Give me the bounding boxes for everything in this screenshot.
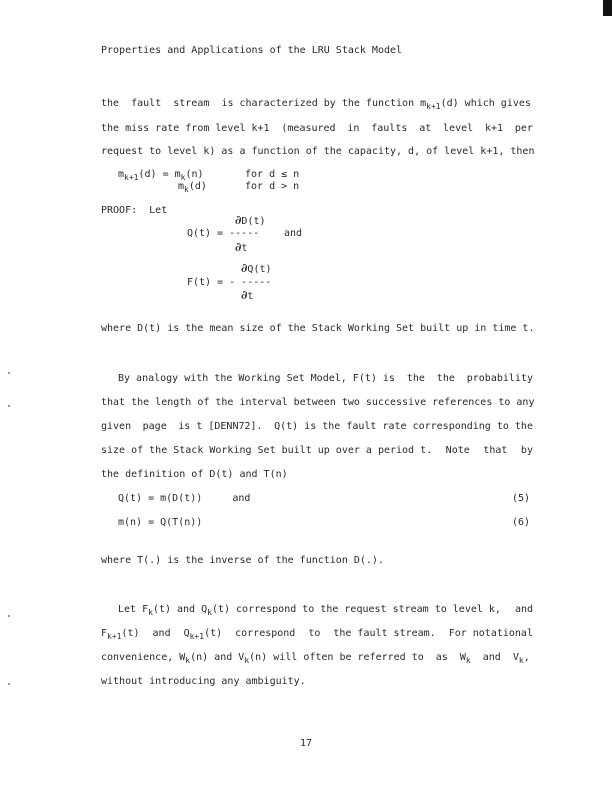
equation-5: Q(t) = m(D(t)) and <box>118 493 251 504</box>
para3-line3: convenience, $W_k(n)$ and $V_k(n)$ will often be referred to as $W_k$ and $V_k$, <box>101 652 530 665</box>
piecewise-case2: $m_k(d)$ <box>178 181 207 194</box>
equation-5-number: (5) <box>512 493 531 504</box>
scan-speck <box>8 405 10 407</box>
scan-corner-mark <box>603 0 612 16</box>
scan-speck <box>8 372 10 374</box>
proof-label: PROOF: Let <box>101 205 168 216</box>
f-def-numerator: ∂Q(t) <box>241 261 272 275</box>
q-def-lhs: Q(t) = ----- <box>187 228 260 239</box>
para3-line4: without introducing any ambiguity. <box>101 676 306 687</box>
piecewise-lhs: $m_{k+1}(d) = m_k(n)$ <box>118 169 204 182</box>
para1-line1: the fault stream is characterized by the function $m_{k+1}(d)$ which gives <box>101 98 531 111</box>
para2-line5: the definition of D(t) and T(n) <box>101 469 288 480</box>
para1-line2: the miss rate from level k+1 (measured in faults at level k+1 per <box>101 123 533 134</box>
para1-line3: request to level k) as a function of the capacity, d, of level k+1, then <box>101 146 535 157</box>
q-def-denominator: ∂t <box>235 240 248 254</box>
para2-line1: By analogy with the Working Set Model, F(t) is the the probability <box>118 373 533 384</box>
f-def-denominator: ∂t <box>241 288 254 302</box>
para2-line4: size of the Stack Working Set built up over a period t. Note that by <box>101 445 533 456</box>
running-header: Properties and Applications of the LRU Stack Model <box>101 45 403 56</box>
piecewise-case1-cond: for d ≤ n <box>245 169 300 180</box>
where-dt-line: where D(t) is the mean size of the Stack Working Set built up in time t. <box>101 323 535 334</box>
equation-6-number: (6) <box>512 517 531 528</box>
scan-speck <box>8 683 10 685</box>
where-t-line: where T(.) is the inverse of the function D(.). <box>101 555 384 566</box>
piecewise-case2-cond: for d > n <box>245 181 300 192</box>
para3-line2: $F_{k+1}(t)$ and $Q_{k+1}(t)$ correspond to the fault stream. For notational <box>101 628 533 641</box>
para3-line1: Let $F_k(t)$ and $Q_k(t)$ correspond to the request stream to level k, and <box>118 604 533 617</box>
q-def-and: and <box>284 228 303 239</box>
para2-line2: that the length of the interval between two successive references to any <box>101 397 535 408</box>
para2-line3: given page is t [DENN72]. Q(t) is the fault rate corresponding to the <box>101 421 533 432</box>
q-def-numerator: ∂D(t) <box>235 213 266 227</box>
f-def-lhs: F(t) = - ----- <box>187 277 272 288</box>
equation-6: m(n) = Q(T(n)) <box>118 517 203 528</box>
scan-speck <box>8 615 10 617</box>
page-number: 17 <box>300 738 313 749</box>
